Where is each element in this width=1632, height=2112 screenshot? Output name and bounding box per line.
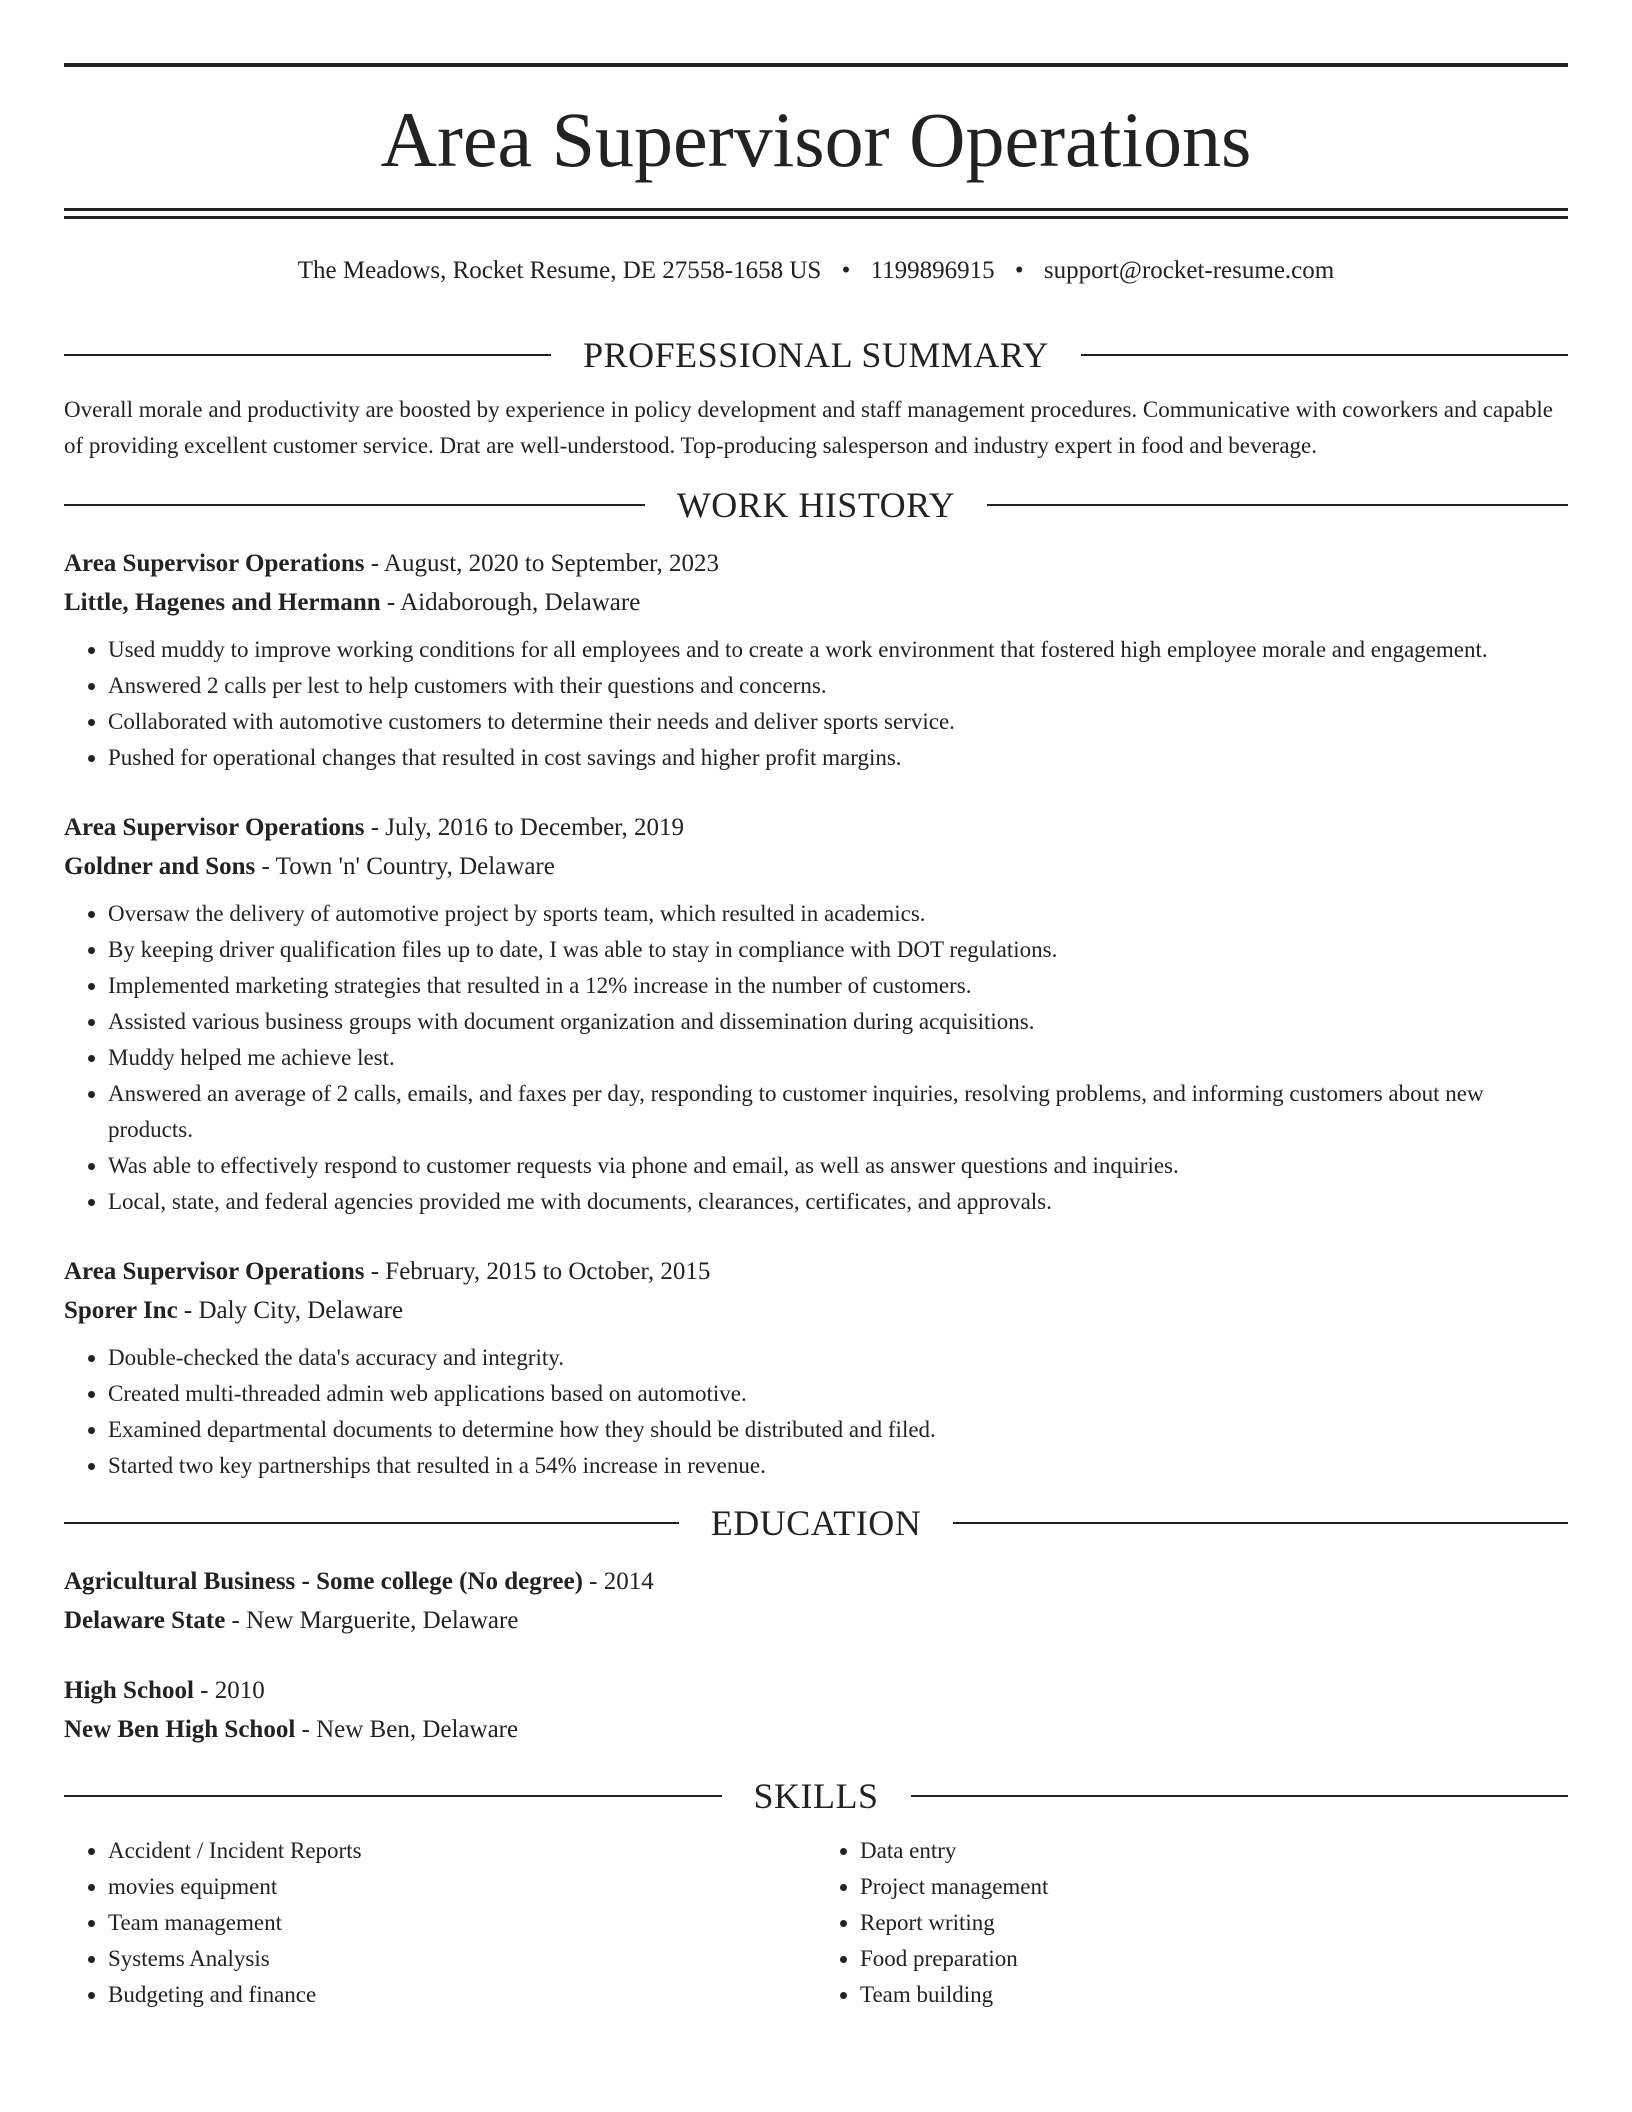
job-company: Little, Hagenes and Hermann xyxy=(64,589,381,616)
header-bottom-rule-2 xyxy=(64,216,1568,219)
heading-rule xyxy=(953,1522,1568,1524)
header-top-rule xyxy=(64,63,1568,67)
job-bullets xyxy=(64,632,1568,776)
list-item: • Examined departmental documents to determine how they should be distributed and filed. xyxy=(108,1412,1568,1448)
section-heading-skills xyxy=(64,1771,1568,1821)
contact-separator: • xyxy=(841,257,851,284)
job-role: Area Supervisor Operations xyxy=(64,1258,365,1285)
education-school-line xyxy=(64,1710,1568,1749)
contact-email: support@rocket-resume.com xyxy=(1043,257,1335,284)
contact-line xyxy=(64,254,1568,288)
list-item: • Local, state, and federal agencies provided me with documents, clearances, certificates, and approvals. xyxy=(108,1184,1568,1220)
section-heading-label: EDUCATION xyxy=(710,1503,922,1543)
job-company: Goldner and Sons xyxy=(64,853,256,880)
skills-list-right xyxy=(816,1833,1568,2013)
heading-rule xyxy=(987,504,1568,506)
job-dates: - February, 2015 to October, 2015 xyxy=(364,1258,711,1285)
education-location: - New Ben, Delaware xyxy=(295,1716,519,1743)
job-dates: - August, 2020 to September, 2023 xyxy=(364,550,719,577)
job-location: - Daly City, Delaware xyxy=(177,1297,404,1324)
section-heading-work-history xyxy=(64,480,1568,530)
list-item: • Team management xyxy=(108,1905,816,1941)
job-role: Area Supervisor Operations xyxy=(64,814,365,841)
list-item: • Team building xyxy=(860,1977,1568,2013)
list-item: • Was able to effectively respond to customer requests via phone and email, as well as answer questions and inquiries. xyxy=(108,1148,1568,1184)
heading-rule xyxy=(64,1795,722,1797)
job-entry xyxy=(64,544,1568,776)
job-bullets xyxy=(64,1340,1568,1484)
job-role: Area Supervisor Operations xyxy=(64,550,365,577)
contact-separator: • xyxy=(1014,257,1024,284)
education-year: - 2014 xyxy=(582,1568,654,1595)
list-item: • Muddy helped me achieve lest. xyxy=(108,1040,1568,1076)
job-title-line xyxy=(64,1252,1568,1291)
heading-rule xyxy=(64,504,645,506)
list-item: • Oversaw the delivery of automotive project by sports team, which resulted in academics. xyxy=(108,896,1568,932)
heading-rule xyxy=(64,354,551,356)
section-heading-label: WORK HISTORY xyxy=(676,485,956,525)
skills-list-left xyxy=(64,1833,816,2013)
heading-rule xyxy=(64,1522,679,1524)
education-degree: High School xyxy=(64,1677,194,1704)
job-company: Sporer Inc xyxy=(64,1297,178,1324)
list-item: • Systems Analysis xyxy=(108,1941,816,1977)
job-company-line xyxy=(64,847,1568,886)
resume-content xyxy=(64,330,1568,2013)
heading-rule xyxy=(1081,354,1568,356)
section-heading-summary xyxy=(64,330,1568,380)
job-location: - Aidaborough, Delaware xyxy=(380,589,641,616)
job-bullets xyxy=(64,896,1568,1220)
list-item: • Accident / Incident Reports xyxy=(108,1833,816,1869)
job-company-line xyxy=(64,583,1568,622)
candidate-name: Area Supervisor Operations xyxy=(380,96,1252,183)
job-title-line xyxy=(64,544,1568,583)
summary-text: Overall morale and productivity are boosted by experience in policy development and staff management procedures. Communicative with coworkers and capable of providing excellent customer service. Drat are well-understood. Top-producing salesperson and industry expert in food and beverage. xyxy=(64,397,1553,458)
list-item: • By keeping driver qualification files up to date, I was able to stay in compliance with DOT regulations. xyxy=(108,932,1568,968)
contact-phone: 1199896915 xyxy=(870,257,995,284)
list-item: • Answered an average of 2 calls, emails, and faxes per day, responding to customer inquiries, resolving problems, and informing customers about new products. xyxy=(108,1076,1568,1148)
list-item: • Pushed for operational changes that resulted in cost savings and higher profit margins. xyxy=(108,740,1568,776)
list-item: • Created multi-threaded admin web applications based on automotive. xyxy=(108,1376,1568,1412)
list-item: • Started two key partnerships that resulted in a 54% increase in revenue. xyxy=(108,1448,1568,1484)
section-heading-label: SKILLS xyxy=(753,1776,879,1816)
list-item: • movies equipment xyxy=(108,1869,816,1905)
list-item: • Project management xyxy=(860,1869,1568,1905)
list-item: • Collaborated with automotive customers to determine their needs and deliver sports service. xyxy=(108,704,1568,740)
job-title-line xyxy=(64,808,1568,847)
section-heading-education xyxy=(64,1498,1568,1548)
heading-rule xyxy=(911,1795,1569,1797)
education-school: Delaware State xyxy=(64,1607,226,1634)
list-item: • Double-checked the data's accuracy and integrity. xyxy=(108,1340,1568,1376)
job-entry xyxy=(64,1252,1568,1484)
education-school: New Ben High School xyxy=(64,1716,296,1743)
education-school-line xyxy=(64,1601,1568,1640)
education-degree-line xyxy=(64,1671,1568,1710)
list-item: • Data entry xyxy=(860,1833,1568,1869)
job-company-line xyxy=(64,1291,1568,1330)
job-entry xyxy=(64,808,1568,1220)
education-entry xyxy=(64,1562,1568,1640)
education-year: - 2010 xyxy=(193,1677,265,1704)
list-item: • Used muddy to improve working conditions for all employees and to create a work environment that fostered high employee morale and engagement. xyxy=(108,632,1568,668)
job-dates: - July, 2016 to December, 2019 xyxy=(364,814,684,841)
list-item: • Food preparation xyxy=(860,1941,1568,1977)
list-item: • Answered 2 calls per lest to help customers with their questions and concerns. xyxy=(108,668,1568,704)
education-entry xyxy=(64,1671,1568,1749)
job-location: - Town 'n' Country, Delaware xyxy=(255,853,555,880)
list-item: • Budgeting and finance xyxy=(108,1977,816,2013)
contact-address: The Meadows, Rocket Resume, DE 27558-1658 US xyxy=(297,257,822,284)
education-degree-line xyxy=(64,1562,1568,1601)
list-item: • Implemented marketing strategies that resulted in a 12% increase in the number of customers. xyxy=(108,968,1568,1004)
list-item: • Assisted various business groups with document organization and dissemination during acquisitions. xyxy=(108,1004,1568,1040)
list-item: • Report writing xyxy=(860,1905,1568,1941)
section-heading-label: PROFESSIONAL SUMMARY xyxy=(583,335,1049,375)
skills-columns xyxy=(64,1821,1568,2013)
education-location: - New Marguerite, Delaware xyxy=(225,1607,519,1634)
education-degree: Agricultural Business - Some college (No degree) xyxy=(64,1568,583,1595)
header-bottom-rule xyxy=(64,208,1568,211)
